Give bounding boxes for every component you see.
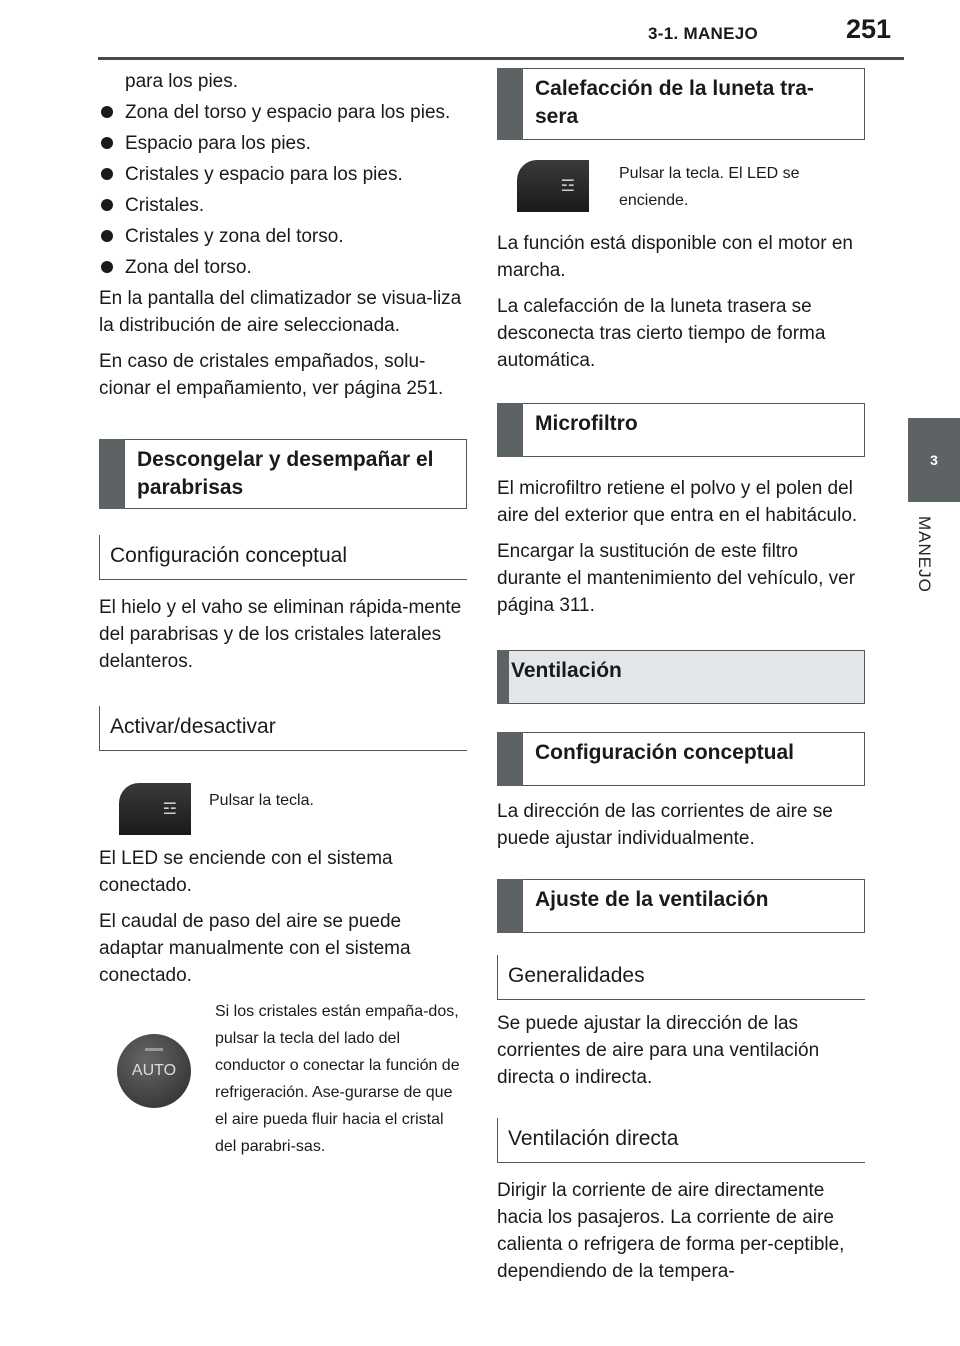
- header-rule: [98, 57, 904, 60]
- paragraph: El hielo y el vaho se eliminan rápida-mente del parabrisas y de los cristales laterales delanteros.: [99, 597, 462, 672]
- paragraph: El LED se enciende con el sistema conectado.: [99, 848, 393, 896]
- section-heading: Configuración conceptual: [497, 732, 865, 786]
- bullet-list: [99, 99, 467, 281]
- subsection-heading: Generalidades: [497, 955, 865, 1000]
- paragraph: Dirigir la corriente de aire directamente hacia los pasajeros. La corriente de aire calienta o refrigera de forma per-ceptible, dependiendo de la tempera-: [497, 1180, 845, 1282]
- instruction-text: Si los cristales están empaña-dos, pulsar la tecla del lado del conductor o conectar la función de refrigeración. Ase-gurarse de que el aire pueda fluir hacia el cristal del parabri-sas.: [215, 1003, 460, 1155]
- bullet-icon: [101, 137, 113, 149]
- paragraph: En caso de cristales empañados, solu-cionar el empañamiento, ver página 251.: [99, 351, 444, 399]
- list-item: Cristales y espacio para los pies.: [99, 161, 467, 188]
- auto-button-icon: AUTO: [117, 1034, 191, 1108]
- section-heading: Descongelar y desempañar el parabrisas: [99, 439, 467, 509]
- rear-defrost-button-icon: ☲: [517, 160, 589, 212]
- bullet-icon: [101, 106, 113, 118]
- left-column: [99, 68, 467, 1160]
- paragraph: La dirección de las corrientes de aire se puede ajustar individualmente.: [497, 801, 833, 849]
- chapter-label: MANEJO: [915, 516, 934, 593]
- instruction-row: [99, 998, 467, 1160]
- paragraph: El caudal de paso del aire se puede adaptar manualmente con el sistema conectado.: [99, 911, 411, 986]
- section-title: 3-1. MANEJO: [648, 24, 759, 43]
- instruction-text: Pulsar la tecla. El LED se enciende.: [619, 165, 800, 209]
- subsection-heading: Activar/desactivar: [99, 706, 467, 751]
- section-heading: Calefacción de la luneta tra-sera: [497, 68, 865, 140]
- list-item: Zona del torso.: [99, 254, 467, 281]
- paragraph: El microfiltro retiene el polvo y el polen del aire del exterior que entra en el habitáculo.: [497, 478, 858, 526]
- intro-continuation: para los pies.: [125, 71, 239, 92]
- right-column: [497, 68, 865, 1294]
- subsection-heading: Configuración conceptual: [99, 535, 467, 580]
- list-item: Zona del torso y espacio para los pies.: [99, 99, 467, 126]
- section-heading: Ventilación: [497, 650, 865, 704]
- bullet-icon: [101, 230, 113, 242]
- paragraph: En la pantalla del climatizador se visua-liza la distribución de aire seleccionada.: [99, 288, 462, 336]
- bullet-icon: [101, 168, 113, 180]
- instruction-row: [99, 783, 467, 835]
- chapter-tab: 3: [908, 418, 960, 502]
- paragraph: La función está disponible con el motor en marcha.: [497, 233, 853, 281]
- instruction-text: Pulsar la tecla.: [209, 792, 314, 809]
- list-item: Cristales.: [99, 192, 467, 219]
- page-number: 251: [846, 14, 892, 44]
- list-item: Cristales y zona del torso.: [99, 223, 467, 250]
- paragraph: Se puede ajustar la dirección de las corrientes de aire para una ventilación directa o indirecta.: [497, 1013, 820, 1088]
- section-heading: Microfiltro: [497, 403, 865, 457]
- defrost-button-icon: ☲: [119, 783, 191, 835]
- bullet-icon: [101, 199, 113, 211]
- subsection-heading: Ventilación directa: [497, 1118, 865, 1163]
- paragraph: Encargar la sustitución de este filtro durante el mantenimiento del vehículo, ver página 311.: [497, 541, 856, 616]
- section-heading: Ajuste de la ventilación: [497, 879, 865, 933]
- list-item: Espacio para los pies.: [99, 130, 467, 157]
- bullet-icon: [101, 261, 113, 273]
- paragraph: La calefacción de la luneta trasera se desconecta tras cierto tiempo de forma automática.: [497, 296, 826, 371]
- instruction-row: [497, 160, 865, 214]
